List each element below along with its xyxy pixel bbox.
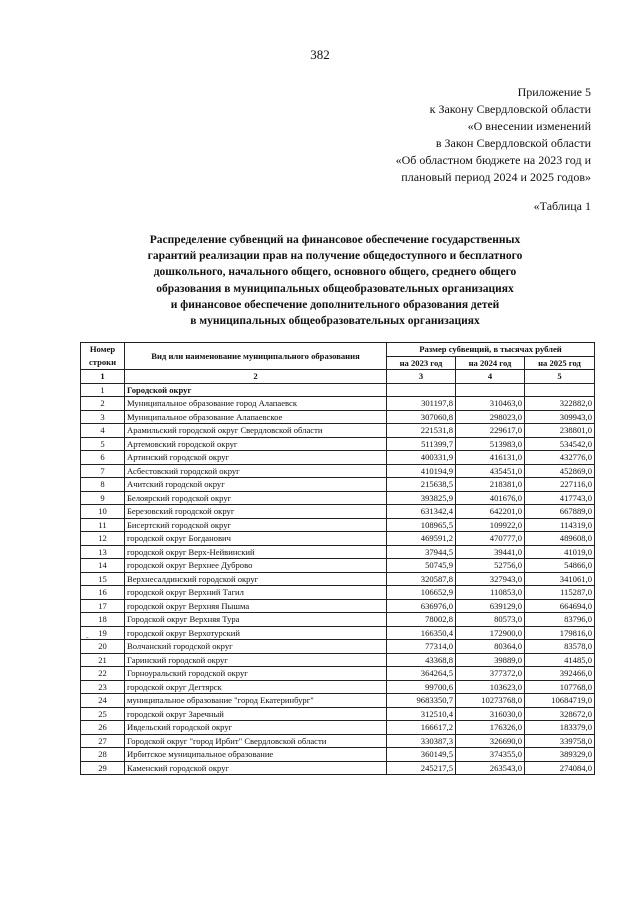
amount-2025-cell: 417743,0	[525, 491, 595, 505]
table-row	[81, 505, 595, 519]
municipality-name-cell: Муниципальное образование Алапаевское	[125, 410, 387, 424]
table-row	[81, 532, 595, 546]
column-index: 5	[525, 370, 595, 384]
amount-2023-cell: 43368,8	[387, 653, 456, 667]
municipality-name-cell: Арамильский городской округ Свердловской области	[125, 424, 387, 438]
row-number-cell: 11	[81, 518, 125, 532]
table-row	[81, 518, 595, 532]
amount-2024-cell: 172900,0	[456, 626, 525, 640]
municipality-name-cell: Березовский городской округ	[125, 505, 387, 519]
table-row	[81, 734, 595, 748]
table-row	[81, 586, 595, 600]
table-row	[81, 397, 595, 411]
header-year-2023: на 2023 год	[387, 356, 456, 370]
municipality-name-cell: Ивдельский городской округ	[125, 721, 387, 735]
row-number-cell: 25	[81, 707, 125, 721]
amount-2025-cell: 452869,0	[525, 464, 595, 478]
column-index: 1	[81, 370, 125, 384]
row-number-cell: 12	[81, 532, 125, 546]
amount-2025-cell: 227116,0	[525, 478, 595, 492]
row-number-cell: 4	[81, 424, 125, 438]
appendix-block	[396, 84, 591, 186]
page-number: 382	[310, 47, 330, 62]
row-number-cell: 27	[81, 734, 125, 748]
amount-2024-cell: 327943,0	[456, 572, 525, 586]
municipality-name-cell: Артинский городской округ	[125, 451, 387, 465]
table-row	[81, 667, 595, 681]
row-number-cell: 19	[81, 626, 125, 640]
amount-2024-cell: 103623,0	[456, 680, 525, 694]
amount-2025-cell: 83578,0	[525, 640, 595, 654]
row-number-cell: 5	[81, 437, 125, 451]
column-index-row	[81, 370, 595, 384]
row-number-cell: 7	[81, 464, 125, 478]
municipality-name-cell: городской округ Верхний Тагил	[125, 586, 387, 600]
amount-2024-cell: 513983,0	[456, 437, 525, 451]
municipality-name-cell: муниципальное образование "город Екатеринбург"	[125, 694, 387, 708]
row-number-cell: 9	[81, 491, 125, 505]
title-line: и финансовое обеспечение дополнительного образования детей	[170, 298, 500, 311]
subsidies-table	[80, 342, 595, 775]
amount-2023-cell: 108965,5	[387, 518, 456, 532]
row-number-cell: 20	[81, 640, 125, 654]
table-row	[81, 545, 595, 559]
municipality-name-cell: городской округ Богданович	[125, 532, 387, 546]
municipality-name-cell: Городской округ Верхняя Тура	[125, 613, 387, 627]
header-year-2025: на 2025 год	[525, 356, 595, 370]
amount-2024-cell: 263543,0	[456, 761, 525, 775]
amount-2025-cell: 339758,0	[525, 734, 595, 748]
amount-2024-cell: 229617,0	[456, 424, 525, 438]
amount-2025-cell: 389329,0	[525, 748, 595, 762]
table-row	[81, 491, 595, 505]
amount-2023-cell: 50745,9	[387, 559, 456, 573]
amount-2025-cell: 115287,0	[525, 586, 595, 600]
amount-2023-cell: 166350,4	[387, 626, 456, 640]
municipality-name-cell: Белоярский городской округ	[125, 491, 387, 505]
amount-2025-cell: 392466,0	[525, 667, 595, 681]
amount-2024-cell	[456, 383, 525, 397]
municipality-name-cell: Каменский городской округ	[125, 761, 387, 775]
municipality-name-cell: Асбестовский городской округ	[125, 464, 387, 478]
amount-2024-cell: 310463,0	[456, 397, 525, 411]
table-row	[81, 626, 595, 640]
amount-2024-cell: 639129,0	[456, 599, 525, 613]
table-caption: «Таблица 1	[533, 199, 591, 213]
appendix-line: к Закону Свердловской области	[429, 102, 591, 116]
amount-2025-cell: 107768,0	[525, 680, 595, 694]
row-number-cell: 29	[81, 761, 125, 775]
amount-2024-cell: 374355,0	[456, 748, 525, 762]
table-row	[81, 680, 595, 694]
amount-2023-cell: 410194,9	[387, 464, 456, 478]
column-index: 3	[387, 370, 456, 384]
amount-2025-cell: 328672,0	[525, 707, 595, 721]
amount-2025-cell: 489608,0	[525, 532, 595, 546]
amount-2023-cell: 364264,5	[387, 667, 456, 681]
amount-2023-cell: 77314,0	[387, 640, 456, 654]
row-number-cell: 28	[81, 748, 125, 762]
appendix-line: плановый период 2024 и 2025 годов»	[401, 170, 591, 184]
table-row	[81, 707, 595, 721]
scan-mark: -	[86, 633, 89, 642]
amount-2023-cell: 469591,2	[387, 532, 456, 546]
municipality-name-cell: Бисертский городской округ	[125, 518, 387, 532]
amount-2023-cell: 631342,4	[387, 505, 456, 519]
amount-2023-cell: 307060,8	[387, 410, 456, 424]
row-number-cell: 13	[81, 545, 125, 559]
header-row-number: Номер строки	[81, 343, 125, 370]
row-number-cell: 14	[81, 559, 125, 573]
row-number-cell: 26	[81, 721, 125, 735]
amount-2025-cell: 183379,0	[525, 721, 595, 735]
row-number-cell: 8	[81, 478, 125, 492]
amount-2024-cell: 416131,0	[456, 451, 525, 465]
amount-2024-cell: 298023,0	[456, 410, 525, 424]
row-number-cell: 22	[81, 667, 125, 681]
amount-2023-cell	[387, 383, 456, 397]
amount-2023-cell: 37944,5	[387, 545, 456, 559]
amount-2025-cell: 664694,0	[525, 599, 595, 613]
municipality-name-cell: городской округ Верхнее Дуброво	[125, 559, 387, 573]
table-row	[81, 437, 595, 451]
row-number-cell: 2	[81, 397, 125, 411]
table-row	[81, 572, 595, 586]
amount-2024-cell: 52756,0	[456, 559, 525, 573]
title-line: гарантий реализации прав на получение общедоступного и бесплатного	[147, 250, 523, 263]
amount-2025-cell	[525, 383, 595, 397]
amount-2024-cell: 218381,0	[456, 478, 525, 492]
table-row	[81, 599, 595, 613]
table-row	[81, 451, 595, 465]
amount-2025-cell: 10684719,0	[525, 694, 595, 708]
amount-2025-cell: 274084,0	[525, 761, 595, 775]
amount-2024-cell: 39441,0	[456, 545, 525, 559]
amount-2023-cell: 99700,6	[387, 680, 456, 694]
amount-2025-cell: 341061,0	[525, 572, 595, 586]
amount-2023-cell: 312510,4	[387, 707, 456, 721]
table-row	[81, 383, 595, 397]
amount-2024-cell: 377372,0	[456, 667, 525, 681]
amount-2023-cell: 360149,5	[387, 748, 456, 762]
header-amount: Размер субвенций, в тысячах рублей	[387, 343, 595, 357]
table-row	[81, 478, 595, 492]
amount-2024-cell: 10273768,0	[456, 694, 525, 708]
amount-2025-cell: 667889,0	[525, 505, 595, 519]
amount-2025-cell: 41019,0	[525, 545, 595, 559]
amount-2025-cell: 534542,0	[525, 437, 595, 451]
row-number-cell: 3	[81, 410, 125, 424]
amount-2024-cell: 109922,0	[456, 518, 525, 532]
row-number-cell: 1	[81, 383, 125, 397]
municipality-name-cell: городской округ Верх-Нейвинский	[125, 545, 387, 559]
amount-2023-cell: 636976,0	[387, 599, 456, 613]
amount-2023-cell: 215638,5	[387, 478, 456, 492]
amount-2024-cell: 470777,0	[456, 532, 525, 546]
row-number-cell: 24	[81, 694, 125, 708]
title-line: Распределение субвенций на финансовое обеспечение государственных	[149, 234, 521, 246]
row-number-cell: 17	[81, 599, 125, 613]
municipality-name-cell: городской округ Верхотурский	[125, 626, 387, 640]
amount-2023-cell: 330387,3	[387, 734, 456, 748]
table-row	[81, 694, 595, 708]
title-line: в муниципальных общеобразовательных организациях	[190, 315, 480, 328]
table-row	[81, 721, 595, 735]
municipality-name-cell: Ирбитское муниципальное образование	[125, 748, 387, 762]
amount-2025-cell: 179816,0	[525, 626, 595, 640]
municipality-name-cell: Муниципальное образование город Алапаевск	[125, 397, 387, 411]
municipality-name-cell: Верхнесалдинский городской округ	[125, 572, 387, 586]
amount-2024-cell: 110853,0	[456, 586, 525, 600]
appendix-line: «О внесении изменений	[467, 119, 591, 133]
table-row	[81, 640, 595, 654]
amount-2025-cell: 83796,0	[525, 613, 595, 627]
document-title	[80, 232, 590, 329]
amount-2023-cell: 166617,2	[387, 721, 456, 735]
amount-2024-cell: 80573,0	[456, 613, 525, 627]
table-row	[81, 748, 595, 762]
column-index: 4	[456, 370, 525, 384]
appendix-line: в Закон Свердловской области	[435, 136, 591, 150]
header-municipality: Вид или наименование муниципального образования	[125, 343, 387, 370]
municipality-name-cell: Городской округ	[125, 383, 387, 397]
amount-2024-cell: 435451,0	[456, 464, 525, 478]
amount-2025-cell: 114319,0	[525, 518, 595, 532]
municipality-name-cell: Гаринский городской округ	[125, 653, 387, 667]
amount-2025-cell: 54866,0	[525, 559, 595, 573]
municipality-name-cell: Горноуральский городской округ	[125, 667, 387, 681]
row-number-cell: 10	[81, 505, 125, 519]
amount-2023-cell: 511399,7	[387, 437, 456, 451]
municipality-name-cell: Городской округ "город Ирбит" Свердловской области	[125, 734, 387, 748]
table-body	[81, 383, 595, 775]
row-number-cell: 18	[81, 613, 125, 627]
amount-2024-cell: 39889,0	[456, 653, 525, 667]
appendix-line: Приложение 5	[517, 85, 591, 99]
table-row	[81, 653, 595, 667]
amount-2025-cell: 238801,0	[525, 424, 595, 438]
amount-2024-cell: 401676,0	[456, 491, 525, 505]
title-line: дошкольного, начального общего, основного общего, среднего общего	[153, 266, 517, 279]
municipality-name-cell: Ачитский городской округ	[125, 478, 387, 492]
amount-2024-cell: 316030,0	[456, 707, 525, 721]
amount-2025-cell: 432776,0	[525, 451, 595, 465]
amount-2023-cell: 78002,8	[387, 613, 456, 627]
municipality-name-cell: Артемовский городской округ	[125, 437, 387, 451]
header-year-2024: на 2024 год	[456, 356, 525, 370]
row-number-cell: 16	[81, 586, 125, 600]
municipality-name-cell: Волчанский городской округ	[125, 640, 387, 654]
table-row	[81, 761, 595, 775]
amount-2024-cell: 326690,0	[456, 734, 525, 748]
title-line: образования в муниципальных общеобразовательных организациях	[156, 282, 514, 295]
table-row	[81, 559, 595, 573]
municipality-name-cell: городской округ Дегтярск	[125, 680, 387, 694]
amount-2023-cell: 106652,9	[387, 586, 456, 600]
amount-2023-cell: 400331,9	[387, 451, 456, 465]
amount-2024-cell: 80364,0	[456, 640, 525, 654]
row-number-cell: 6	[81, 451, 125, 465]
row-number-cell: 15	[81, 572, 125, 586]
table-row	[81, 424, 595, 438]
table-row	[81, 464, 595, 478]
amount-2023-cell: 221531,8	[387, 424, 456, 438]
table-row	[81, 613, 595, 627]
row-number-cell: 21	[81, 653, 125, 667]
amount-2023-cell: 320587,8	[387, 572, 456, 586]
amount-2023-cell: 9683350,7	[387, 694, 456, 708]
amount-2025-cell: 322882,0	[525, 397, 595, 411]
column-index: 2	[125, 370, 387, 384]
amount-2023-cell: 393825,9	[387, 491, 456, 505]
amount-2024-cell: 176326,0	[456, 721, 525, 735]
amount-2023-cell: 245217,5	[387, 761, 456, 775]
amount-2024-cell: 642201,0	[456, 505, 525, 519]
table-row	[81, 410, 595, 424]
appendix-line: «Об областном бюджете на 2023 год и	[395, 153, 591, 167]
amount-2025-cell: 309943,0	[525, 410, 595, 424]
municipality-name-cell: городской округ Заречный	[125, 707, 387, 721]
amount-2025-cell: 41485,0	[525, 653, 595, 667]
municipality-name-cell: городской округ Верхняя Пышма	[125, 599, 387, 613]
amount-2023-cell: 301197,8	[387, 397, 456, 411]
row-number-cell: 23	[81, 680, 125, 694]
